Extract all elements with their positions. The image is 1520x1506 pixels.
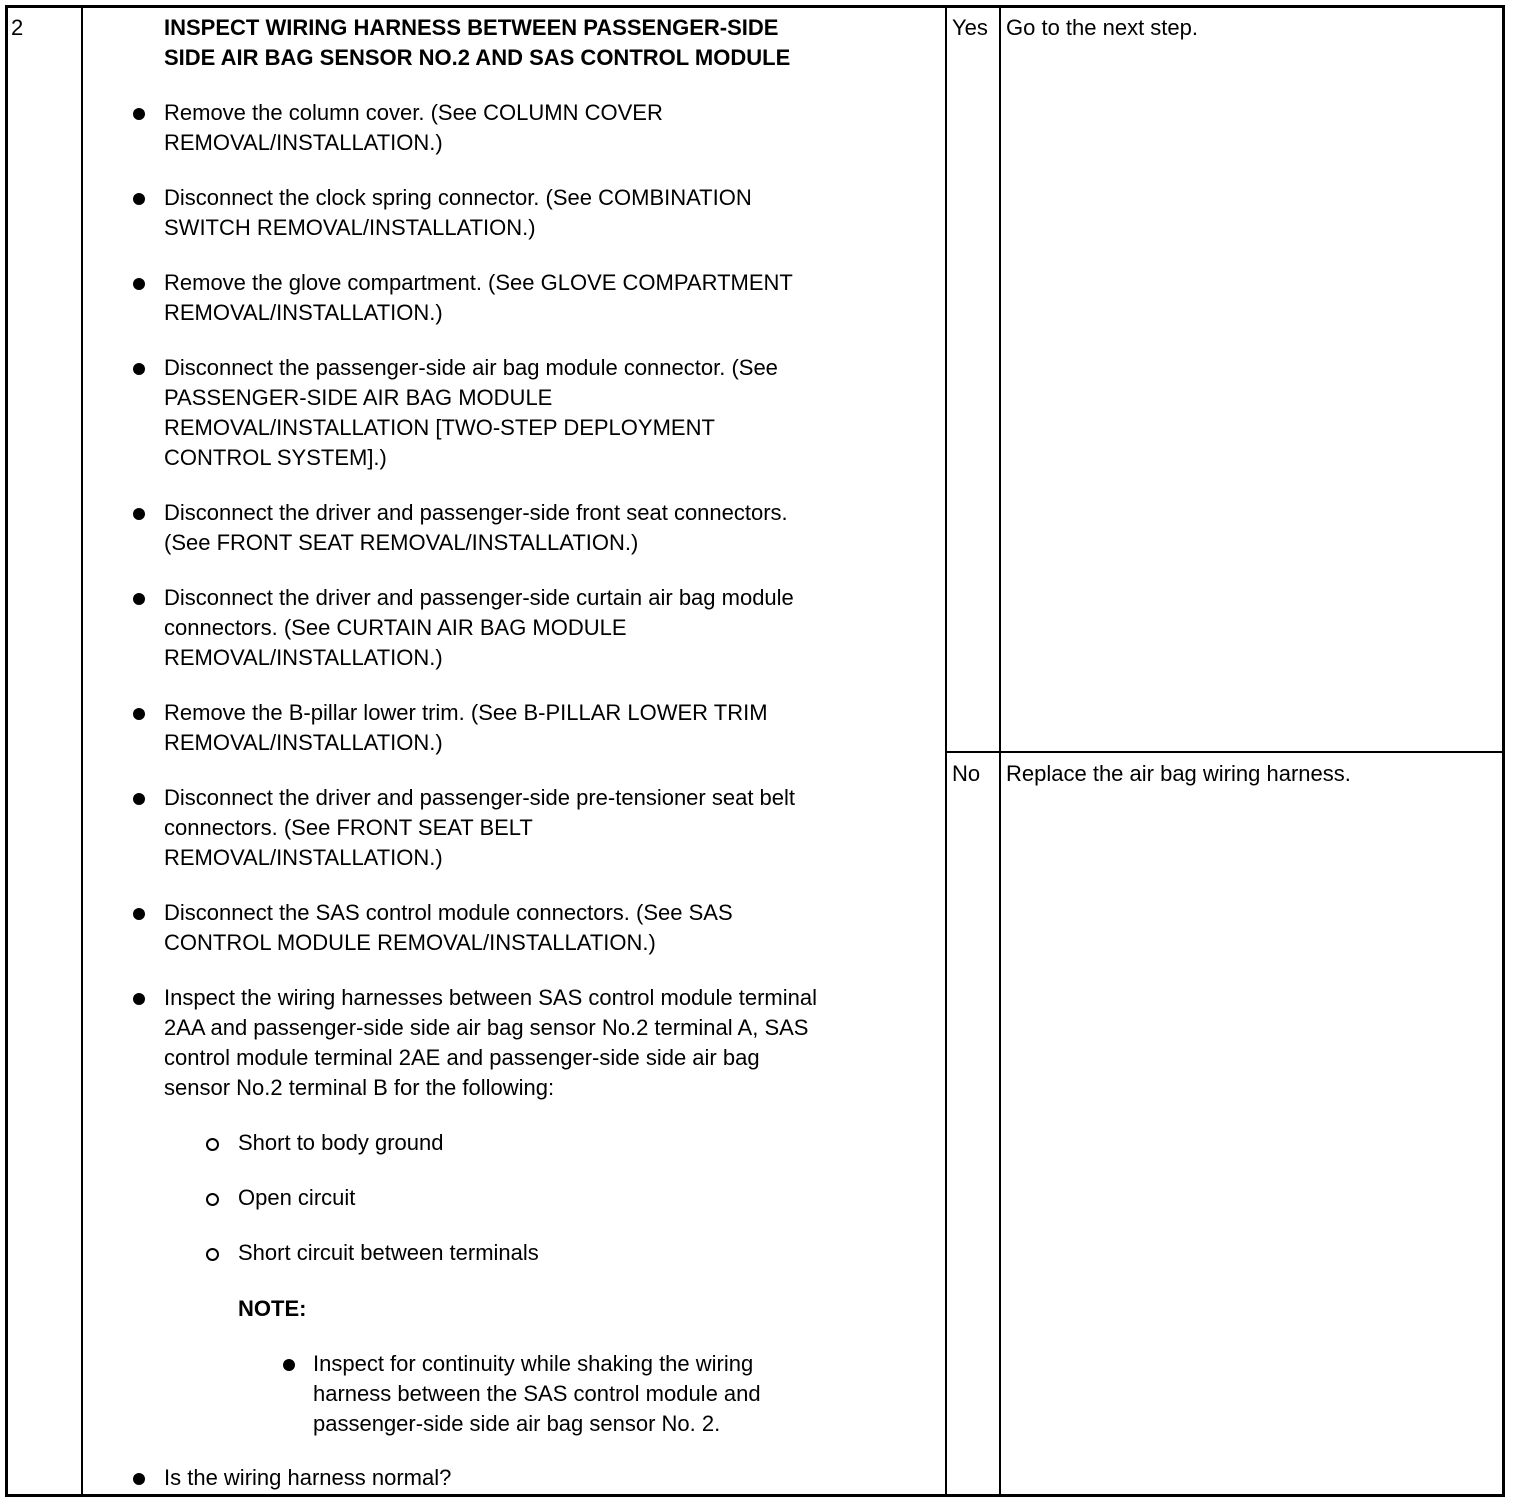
procedure-item: Remove the glove compartment. (See GLOVE COMPARTMENT REMOVAL/INSTALLATION.)	[164, 270, 793, 325]
result-row-divider	[945, 751, 1505, 753]
procedure-question: Is the wiring harness normal?	[164, 1465, 452, 1490]
column-divider-step	[81, 5, 83, 1497]
bullet-icon	[283, 1359, 295, 1371]
procedure-item: Disconnect the clock spring connector. (See COMBINATION SWITCH REMOVAL/INSTALLATION.)	[164, 185, 752, 240]
bullet-icon	[133, 278, 145, 290]
procedure-item: Inspect the wiring harnesses between SAS control module terminal 2AA and passenger-side side air bag sensor No.2 terminal A, SAS control module terminal 2AE and passenger-side side air bag sensor No.2 terminal B for the following:	[164, 985, 818, 1100]
bullet-icon	[133, 593, 145, 605]
bullet-icon	[133, 793, 145, 805]
bullet-icon	[133, 1473, 145, 1485]
bullet-icon	[133, 108, 145, 120]
note-label: NOTE:	[238, 1296, 307, 1321]
procedure-item: Disconnect the driver and passenger-side front seat connectors. (See FRONT SEAT REMOVAL/INSTALLATION.)	[164, 500, 788, 555]
note-text: Inspect for continuity while shaking the wiring harness between the SAS control module and passenger-side side air bag sensor No. 2.	[313, 1351, 761, 1436]
procedure-item: Disconnect the SAS control module connectors. (See SAS CONTROL MODULE REMOVAL/INSTALLATION.)	[164, 900, 733, 955]
circle-bullet-icon	[206, 1248, 219, 1261]
bullet-icon	[133, 993, 145, 1005]
result-no-action: Replace the air bag wiring harness.	[1006, 761, 1351, 786]
step-number: 2	[11, 15, 24, 40]
result-no-label: No	[952, 761, 981, 786]
bullet-icon	[133, 708, 145, 720]
check-item: Short circuit between terminals	[238, 1240, 539, 1265]
bullet-icon	[133, 508, 145, 520]
procedure-item: Remove the column cover. (See COLUMN COVER REMOVAL/INSTALLATION.)	[164, 100, 663, 155]
bullet-icon	[133, 193, 145, 205]
procedure-item: Remove the B-pillar lower trim. (See B-PILLAR LOWER TRIM REMOVAL/INSTALLATION.)	[164, 700, 768, 755]
circle-bullet-icon	[206, 1193, 219, 1206]
check-item: Open circuit	[238, 1185, 356, 1210]
procedure-item: Disconnect the passenger-side air bag module connector. (See PASSENGER-SIDE AIR BAG MODULE REMOVAL/INSTALLATION [TWO-STEP DEPLOYMENT CONTROL SYSTEM].)	[164, 355, 778, 470]
bullet-icon	[133, 363, 145, 375]
circle-bullet-icon	[206, 1138, 219, 1151]
procedure-item: Disconnect the driver and passenger-side pre-tensioner seat belt connectors. (See FRONT SEAT BELT REMOVAL/INSTALLATION.)	[164, 785, 796, 870]
result-yes-action: Go to the next step.	[1006, 15, 1199, 40]
check-item: Short to body ground	[238, 1130, 444, 1155]
bullet-icon	[133, 908, 145, 920]
procedure-item: Disconnect the driver and passenger-side curtain air bag module connectors. (See CURTAIN AIR BAG MODULE REMOVAL/INSTALLATION.)	[164, 585, 794, 670]
procedure-title: INSPECT WIRING HARNESS BETWEEN PASSENGER-SIDE SIDE AIR BAG SENSOR NO.2 AND SAS CONTROL MODULE	[164, 15, 791, 70]
result-yes-label: Yes	[952, 15, 988, 40]
